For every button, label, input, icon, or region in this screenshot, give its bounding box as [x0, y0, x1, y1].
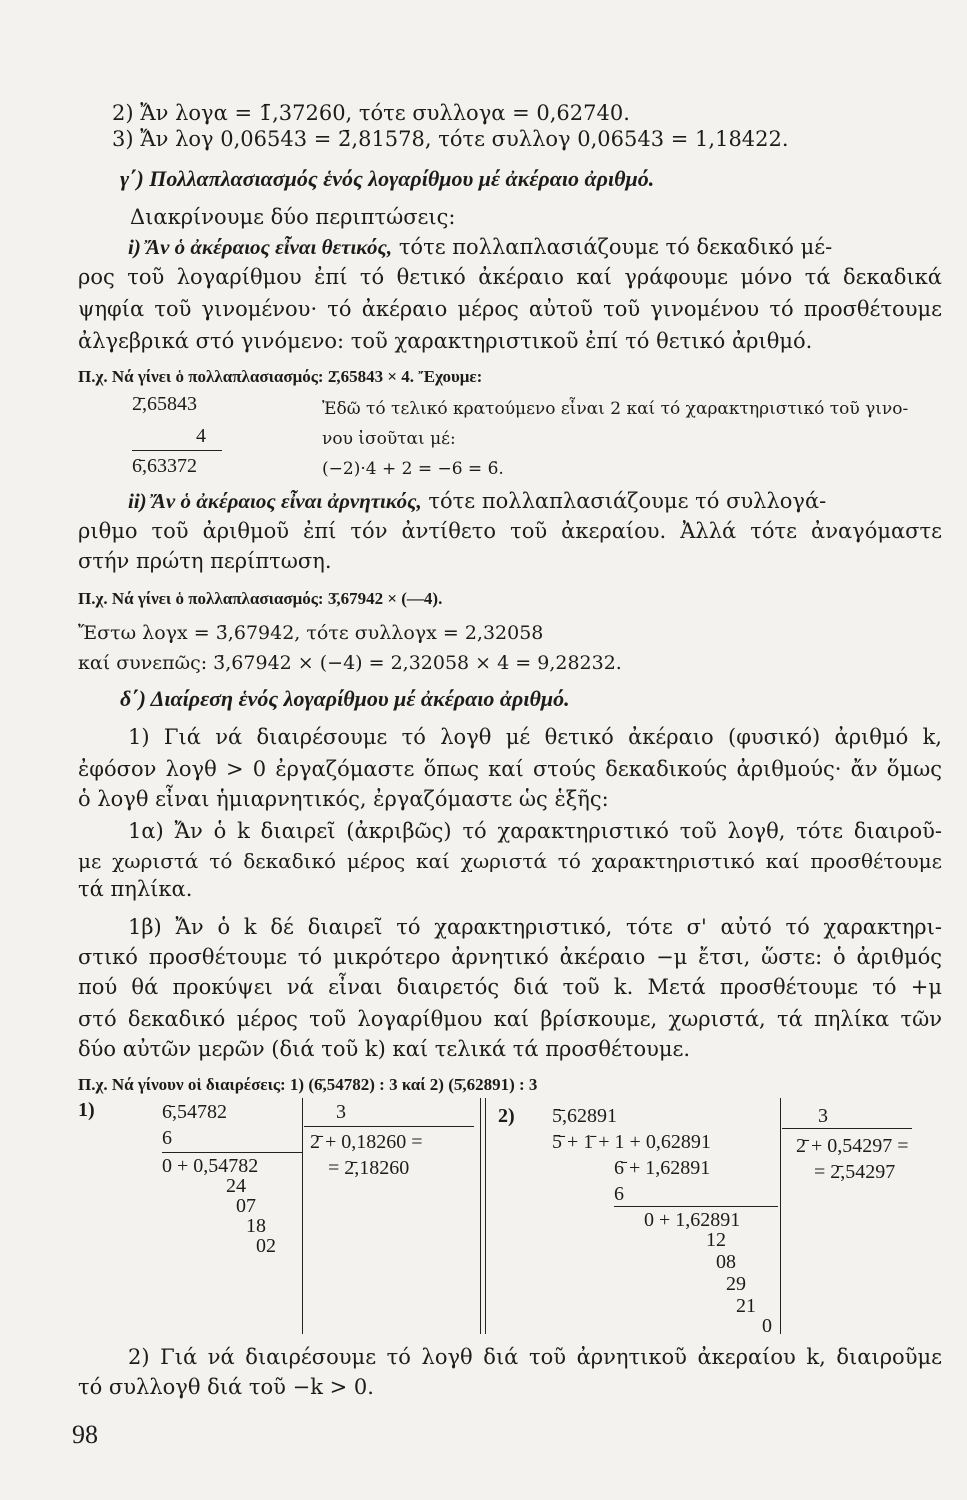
text-line: στικό προσθέτουμε τό μικρότερο ἀρνητικό ἀκέραιο −μ ἔτσι, ὥστε: ὁ ἀριθμός [78, 945, 942, 969]
text-line: 1) Γιά νά διαιρέσουμε τό λογθ μέ θετικό ἀκέραιο (φυσικό) ἀριθμό k, [128, 725, 942, 749]
text-line: τά πηλίκα. [78, 877, 193, 901]
text-line: 2) Γιά νά διαιρέσουμε τό λογθ διά τοῦ ἀρνητικοῦ ἀκεραίου k, διαιροῦμε [128, 1345, 942, 1369]
text-line [128, 234, 832, 260]
text-line: νου ἰσοῦται μέ: [322, 429, 456, 449]
text-line: πού θά προκύψει νά εἶναι διαιρετός διά τοῦ k. Μετά προσθέτουμε τό +μ [78, 975, 942, 999]
div1-left-5: 18 [246, 1215, 266, 1237]
rule [614, 1206, 778, 1207]
div2-left-4: 0 + 1,62891 [644, 1209, 741, 1231]
div2-left-3: 6 [614, 1183, 624, 1205]
text-line: Ἔστω λογx = 3̄,67942, τότε συλλογx = 2,32058 [78, 622, 544, 644]
text-line: 1β) Ἄν ὁ k δέ διαιρεῖ τό χαρακτηριστικό, τότε σ' αὐτό τό χαρακτηρι- [128, 915, 942, 939]
text-line: 1α) Ἄν ὁ k διαιρεῖ (ἀκριβῶς) τό χαρακτηριστικό τοῦ λογθ, τότε διαιροῦ- [128, 819, 942, 843]
division-label: 2) [498, 1105, 515, 1127]
div1-right-0: 3 [336, 1101, 346, 1123]
division-label: 1) [78, 1099, 95, 1121]
div1-left-2: 0 + 0,54782 [162, 1155, 259, 1177]
text-line: (−2)·4 + 2 = −6 = 6̄. [322, 459, 504, 479]
section-heading: δ΄) Διαίρεση ἑνός λογαρίθμου μέ ἀκέραιο ἀριθμό. [120, 686, 570, 711]
div2-left-9: 0 [762, 1315, 772, 1337]
separator [480, 1098, 481, 1334]
text-line: στήν πρώτη περίπτωση. [78, 549, 332, 573]
div1-right-2: = 2̄,18260 [328, 1157, 410, 1179]
text-line: 3) Ἄν λογ 0,06543 = 2̄,81578, τότε συλλογ 0,06543 = 1,18422. [112, 127, 789, 151]
text-line: ριθμο τοῦ ἀριθμοῦ ἐπί τόν ἀντίθετο τοῦ ἀκεραίου. Ἀλλά τότε ἀναγόμαστε [78, 519, 942, 543]
div2-right-1: 2̄ + 0,54297 = [796, 1135, 909, 1157]
section-heading: γ΄) Πολλαπλασιασμός ἑνός λογαρίθμου μέ ἀκέραιο ἀριθμό. [120, 166, 655, 191]
text-line: τό συλλογθ διά τοῦ −k > 0. [78, 1375, 374, 1399]
case-heading: ii) Ἄν ὁ ἀκέραιος εἶναι ἀρνητικός, [128, 489, 422, 513]
div2-left-1: 5̄ + 1̄ + 1 + 0,62891 [552, 1131, 711, 1153]
rule [162, 1152, 302, 1153]
div2-left-8: 21 [736, 1295, 756, 1317]
separator [485, 1098, 486, 1334]
example-line: Π.χ. Νά γίνει ὁ πολλαπλασιασμός: 3̄,67942 × (—4). [78, 589, 443, 608]
division-bar [780, 1098, 781, 1334]
text-line: δύο αὐτῶν μερῶν (διά τοῦ k) καί τελικά τά προσθέτουμε. [78, 1037, 691, 1061]
text-line: ἀλγεβρικά στό γινόμενο: τοῦ χαρακτηριστικοῦ ἐπί τό θετικό ἀριθμό. [78, 329, 813, 353]
text-line: 2) Ἄν λογα = 1̄,37260, τότε συλλογα = 0,62740. [112, 101, 630, 125]
text-line: Ἐδῶ τό τελικό κρατούμενο εἶναι 2 καί τό χαρακτηριστικό τοῦ γινο- [322, 399, 909, 419]
div1-left-0: 6̄,54782 [162, 1101, 227, 1123]
multiplier: 4 [196, 425, 206, 447]
div1-left-1: 6 [162, 1127, 172, 1149]
example-line: Π.χ. Νά γίνουν οἱ διαιρέσεις: 1) (6̄,54782) : 3 καί 2) (5̄,62891) : 3 [78, 1075, 538, 1094]
page-number: 98 [72, 1420, 98, 1449]
div1-left-6: 02 [256, 1235, 276, 1257]
case-heading: i) Ἄν ὁ ἀκέραιος εἶναι θετικός, [128, 235, 393, 259]
example-line: Π.χ. Νά γίνει ὁ πολλαπλασιασμός: 2̄,65843 × 4. Ἔχουμε: [78, 367, 483, 386]
text-line: με χωριστά τό δεκαδικό μέρος καί χωριστά τό χαρακτηριστικό καί προσθέτουμε [78, 849, 942, 873]
div2-right-0: 3 [818, 1105, 828, 1127]
div2-left-5: 12 [706, 1229, 726, 1251]
div2-left-7: 29 [726, 1273, 746, 1295]
text-line: στό δεκαδικό μέρος τοῦ λογαρίθμου καί βρίσκουμε, χωριστά, τά πηλίκα τῶν [78, 1007, 942, 1031]
div2-left-6: 08 [716, 1251, 736, 1273]
text-line: ψηφία τοῦ γινομένου· τό ἀκέραιο μέρος αὐτοῦ τοῦ γινομένου τό προσθέτουμε [78, 297, 942, 321]
div2-left-2: 6̄ + 1,62891 [614, 1157, 711, 1179]
text-line: καί συνεπῶς: 3̄,67942 × (−4) = 2,32058 × 4 = 9,28232. [78, 652, 622, 674]
text-line: ὁ λογθ εἶναι ἡμιαρνητικός, ἐργαζόμαστε ὡς ἑξῆς: [78, 787, 609, 811]
division-bar [302, 1098, 303, 1334]
rule [304, 1126, 474, 1127]
div2-right-2: = 2̄,54297 [814, 1161, 896, 1183]
div1-left-3: 24 [226, 1175, 246, 1197]
text-line: Διακρίνουμε δύο περιπτώσεις: [130, 205, 456, 229]
case-text: τότε πολλαπλασιάζουμε τό δεκαδικό μέ- [398, 235, 833, 259]
text-line: ρος τοῦ λογαρίθμου ἐπί τό θετικό ἀκέραιο καί γράφουμε μόνο τά δεκαδικά [78, 265, 942, 289]
text-line: ἐφόσον λογθ > 0 ἐργαζόμαστε ὅπως καί στούς δεκαδικούς ἀριθμούς· ἄν ὅμως [78, 757, 942, 781]
rule [782, 1128, 912, 1129]
multiplicand: 2̄,65843 [132, 393, 197, 415]
div2-left-0: 5̄,62891 [552, 1105, 617, 1127]
div1-left-4: 07 [236, 1195, 256, 1217]
product: 6̄,63372 [132, 455, 197, 477]
div1-right-1: 2̄ + 0,18260 = [310, 1131, 423, 1153]
rule [132, 450, 222, 451]
case-text: τότε πολλαπλασιάζουμε τό συλλογά- [428, 489, 827, 513]
text-line [128, 488, 826, 514]
